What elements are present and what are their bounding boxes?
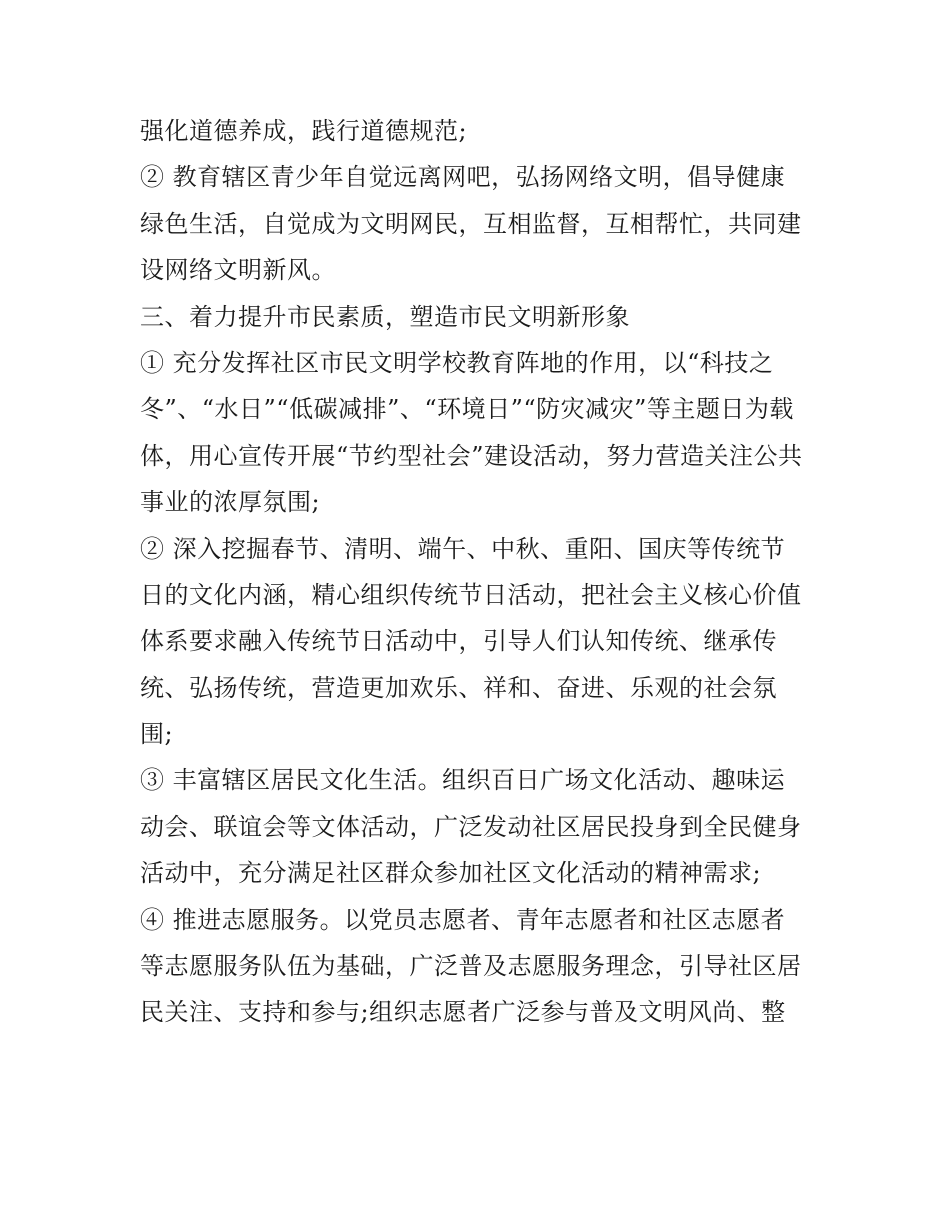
text-line: ④ 推进志愿服务。以党员志愿者、青年志愿者和社区志愿者 [140, 905, 786, 934]
section-heading: 三、着力提升市民素质，塑造市民文明新形象 [140, 302, 630, 331]
text-line: 活动中，充分满足社区群众参加社区文化活动的精神需求; [140, 859, 762, 888]
text-line: 等志愿服务队伍为基础，广泛普及志愿服务理念，引导社区居 [140, 952, 802, 981]
text-line: 日的文化内涵，精心组织传统节日活动，把社会主义核心价值 [140, 580, 802, 609]
text-line: 统、弘扬传统，营造更加欢乐、祥和、奋进、乐观的社会氛 [140, 673, 777, 702]
text-line: ② 深入挖掘春节、清明、端午、中秋、重阳、国庆等传统节 [140, 534, 786, 563]
text-line: ① 充分发挥社区市民文明学校教育阵地的作用，以“科技之 [140, 348, 774, 377]
text-line: 民关注、支持和参与;组织志愿者广泛参与普及文明风尚、整 [140, 998, 786, 1027]
text-line: 体系要求融入传统节日活动中，引导人们认知传统、继承传 [140, 627, 777, 656]
text-line: 绿色生活，自觉成为文明网民，互相监督，互相帮忙，共同建 [140, 209, 802, 238]
text-line: 体，用心宣传开展“节约型社会”建设活动，努力营造关注公共 [140, 441, 803, 470]
text-line: 动会、联谊会等文体活动，广泛发动社区居民投身到全民健身 [140, 812, 802, 841]
text-line: ② 教育辖区青少年自觉远离网吧，弘扬网络文明，倡导健康 [140, 163, 786, 192]
text-line: 围; [140, 720, 174, 749]
text-line: 设网络文明新风。 [140, 256, 336, 285]
document-body [140, 108, 820, 1036]
text-line: ③ 丰富辖区居民文化生活。组织百日广场文化活动、趣味运 [140, 766, 786, 795]
text-line: 强化道德养成，践行道德规范; [140, 117, 468, 145]
text-line: 事业的浓厚氛围; [140, 488, 321, 517]
text-line: 冬”、“水日”“低碳减排”、“环境日”“防灾减灾”等主题日为载 [140, 395, 794, 424]
